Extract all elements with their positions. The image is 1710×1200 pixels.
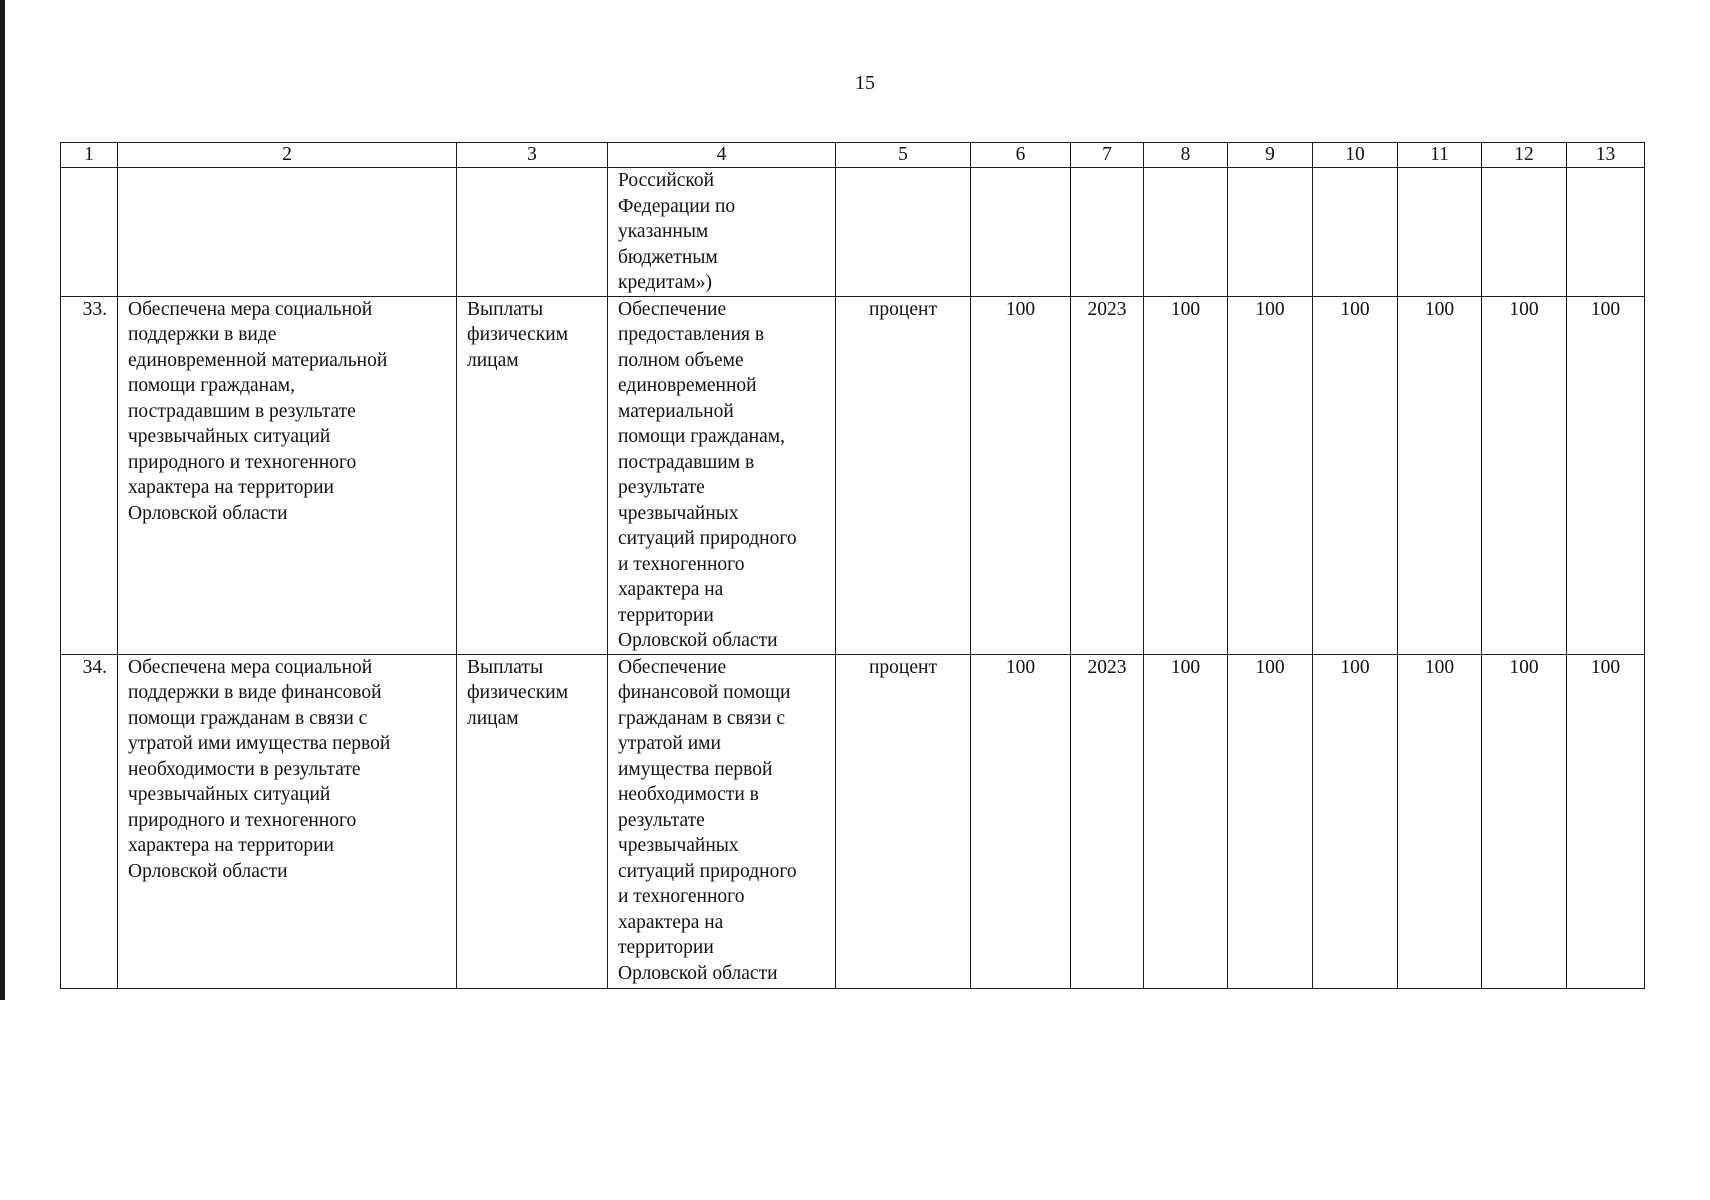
- table-row: [61, 168, 1645, 297]
- column-header: 7: [1071, 143, 1144, 168]
- row-number: [61, 168, 118, 297]
- base-year-cell: 2023: [1071, 654, 1144, 988]
- value-cell: 100: [1567, 654, 1645, 988]
- value-cell: 100: [1482, 654, 1567, 988]
- column-header: 9: [1228, 143, 1313, 168]
- unit-cell: [836, 168, 971, 297]
- indicator-cell: Обеспечение предоставления в полном объеме единовременной материальной помощи гражданам, пострадавшим в результате чрезвычайных ситуаций природного и техногенного характера на территории Орловской области: [608, 296, 836, 654]
- base-year-cell: [1071, 168, 1144, 297]
- base-value-cell: 100: [971, 654, 1071, 988]
- column-header: 2: [118, 143, 457, 168]
- value-cell: 100: [1482, 296, 1567, 654]
- value-cell: 100: [1398, 654, 1482, 988]
- value-cell: 100: [1313, 296, 1398, 654]
- value-cell: [1567, 168, 1645, 297]
- value-cell: 100: [1567, 296, 1645, 654]
- value-cell: 100: [1313, 654, 1398, 988]
- column-header: 12: [1482, 143, 1567, 168]
- value-cell: 100: [1228, 296, 1313, 654]
- value-cell: 100: [1398, 296, 1482, 654]
- column-header: 10: [1313, 143, 1398, 168]
- column-number-row: [61, 143, 1645, 168]
- column-header: 8: [1144, 143, 1228, 168]
- column-header: 13: [1567, 143, 1645, 168]
- result-cell: Обеспечена мера социальной поддержки в виде единовременной материальной помощи гражданам, пострадавшим в результате чрезвычайных ситуаций природного и техногенного характера на территории Орловской области: [118, 296, 457, 654]
- value-cell: [1313, 168, 1398, 297]
- type-cell: Выплаты физическим лицам: [457, 654, 608, 988]
- row-number: 33.: [61, 296, 118, 654]
- column-header: 11: [1398, 143, 1482, 168]
- type-cell: Выплаты физическим лицам: [457, 296, 608, 654]
- column-header: 4: [608, 143, 836, 168]
- value-cell: [1144, 168, 1228, 297]
- unit-cell: процент: [836, 296, 971, 654]
- type-cell: [457, 168, 608, 297]
- base-value-cell: [971, 168, 1071, 297]
- value-cell: [1228, 168, 1313, 297]
- column-header: 5: [836, 143, 971, 168]
- value-cell: 100: [1144, 654, 1228, 988]
- value-cell: 100: [1144, 296, 1228, 654]
- scan-edge: [0, 0, 5, 1000]
- column-header: 3: [457, 143, 608, 168]
- result-cell: Обеспечена мера социальной поддержки в виде финансовой помощи гражданам в связи с утратой ими имущества первой необходимости в результате чрезвычайных ситуаций природного и техногенного характера на территории Орловской области: [118, 654, 457, 988]
- value-cell: [1482, 168, 1567, 297]
- table-row: [61, 654, 1645, 988]
- value-cell: 100: [1228, 654, 1313, 988]
- indicator-cell: Обеспечение финансовой помощи гражданам в связи с утратой ими имущества первой необходимости в результате чрезвычайных ситуаций природного и техногенного характера на территории Орловской области: [608, 654, 836, 988]
- row-number: 34.: [61, 654, 118, 988]
- base-value-cell: 100: [971, 296, 1071, 654]
- column-header: 6: [971, 143, 1071, 168]
- indicator-cell: Российской Федерации по указанным бюджетным кредитам»): [608, 168, 836, 297]
- column-header: 1: [61, 143, 118, 168]
- result-cell: [118, 168, 457, 297]
- indicators-table: [60, 142, 1645, 989]
- base-year-cell: 2023: [1071, 296, 1144, 654]
- unit-cell: процент: [836, 654, 971, 988]
- page-number: 15: [855, 72, 875, 94]
- table-row: [61, 296, 1645, 654]
- value-cell: [1398, 168, 1482, 297]
